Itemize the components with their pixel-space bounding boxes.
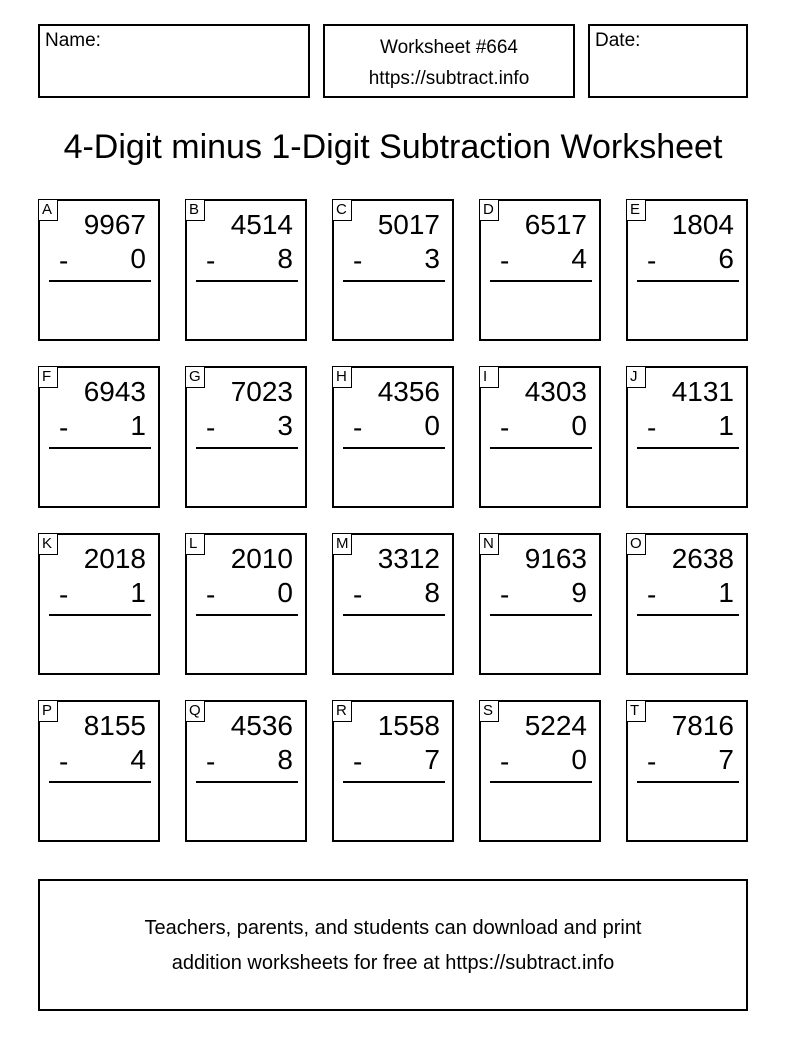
minuend: 4303 bbox=[524, 376, 587, 407]
date-label: Date: bbox=[595, 30, 641, 51]
problem-card[interactable] bbox=[332, 533, 454, 675]
subtrahend: 8 bbox=[277, 243, 293, 274]
problem-card[interactable] bbox=[38, 199, 160, 341]
answer-line bbox=[49, 614, 151, 616]
problem-letter: B bbox=[185, 199, 205, 221]
answer-line bbox=[490, 447, 592, 449]
minuend: 2018 bbox=[83, 543, 146, 574]
minuend: 9967 bbox=[83, 209, 146, 240]
problem-card[interactable] bbox=[38, 366, 160, 508]
subtrahend: 8 bbox=[424, 577, 440, 608]
problem-letter: G bbox=[185, 366, 205, 388]
minuend: 1804 bbox=[671, 209, 734, 240]
minuend: 7816 bbox=[671, 710, 734, 741]
minus-sign: - bbox=[353, 412, 363, 443]
worksheet-info-box bbox=[323, 24, 575, 98]
minus-sign: - bbox=[500, 245, 510, 276]
problem-letter: F bbox=[38, 366, 58, 388]
problem-card[interactable] bbox=[479, 366, 601, 508]
subtrahend: 4 bbox=[571, 243, 587, 274]
minuend: 2638 bbox=[671, 543, 734, 574]
name-box[interactable] bbox=[38, 24, 310, 98]
minuend: 7023 bbox=[230, 376, 293, 407]
problem-letter: C bbox=[332, 199, 352, 221]
answer-line bbox=[637, 280, 739, 282]
minus-sign: - bbox=[206, 245, 216, 276]
minuend: 8155 bbox=[83, 710, 146, 741]
subtrahend: 7 bbox=[424, 744, 440, 775]
minuend: 1558 bbox=[377, 710, 440, 741]
subtrahend: 0 bbox=[571, 410, 587, 441]
problem-card[interactable] bbox=[185, 366, 307, 508]
answer-line bbox=[49, 781, 151, 783]
minus-sign: - bbox=[59, 412, 69, 443]
name-label: Name: bbox=[45, 30, 101, 51]
subtrahend: 1 bbox=[130, 410, 146, 441]
subtrahend: 0 bbox=[571, 744, 587, 775]
answer-line bbox=[490, 614, 592, 616]
page-title: 4-Digit minus 1-Digit Subtraction Worksheet bbox=[63, 128, 723, 166]
subtrahend: 7 bbox=[718, 744, 734, 775]
minus-sign: - bbox=[647, 412, 657, 443]
answer-line bbox=[637, 614, 739, 616]
problem-card[interactable] bbox=[479, 533, 601, 675]
answer-line bbox=[490, 781, 592, 783]
answer-line bbox=[196, 614, 298, 616]
problem-letter: A bbox=[38, 199, 58, 221]
answer-line bbox=[49, 447, 151, 449]
minuend: 6517 bbox=[524, 209, 587, 240]
subtrahend: 1 bbox=[718, 577, 734, 608]
minus-sign: - bbox=[647, 579, 657, 610]
subtrahend: 8 bbox=[277, 744, 293, 775]
answer-line bbox=[196, 280, 298, 282]
subtrahend: 3 bbox=[424, 243, 440, 274]
worksheet-number: Worksheet #664 bbox=[379, 37, 518, 58]
minuend: 3312 bbox=[377, 543, 440, 574]
problem-letter: H bbox=[332, 366, 352, 388]
answer-line bbox=[343, 280, 445, 282]
minuend: 4356 bbox=[377, 376, 440, 407]
problem-letter: D bbox=[479, 199, 499, 221]
minus-sign: - bbox=[647, 245, 657, 276]
minus-sign: - bbox=[206, 579, 216, 610]
problem-letter: N bbox=[479, 533, 499, 555]
problem-card[interactable] bbox=[626, 199, 748, 341]
minuend: 5017 bbox=[377, 209, 440, 240]
minus-sign: - bbox=[206, 746, 216, 777]
problem-letter: O bbox=[626, 533, 646, 555]
minus-sign: - bbox=[59, 579, 69, 610]
problem-letter: M bbox=[332, 533, 352, 555]
problem-letter: E bbox=[626, 199, 646, 221]
problem-card[interactable] bbox=[185, 199, 307, 341]
answer-line bbox=[343, 447, 445, 449]
minuend: 5224 bbox=[524, 710, 587, 741]
problem-card[interactable] bbox=[626, 700, 748, 842]
problem-letter: S bbox=[479, 700, 499, 722]
minus-sign: - bbox=[500, 746, 510, 777]
problem-card[interactable] bbox=[479, 700, 601, 842]
problem-card[interactable] bbox=[185, 700, 307, 842]
problem-card[interactable] bbox=[626, 533, 748, 675]
answer-line bbox=[637, 447, 739, 449]
minuend: 2010 bbox=[230, 543, 293, 574]
problem-card[interactable] bbox=[185, 533, 307, 675]
problem-letter: J bbox=[626, 366, 646, 388]
minuend: 4536 bbox=[230, 710, 293, 741]
problem-card[interactable] bbox=[626, 366, 748, 508]
problem-card[interactable] bbox=[38, 533, 160, 675]
minuend: 4514 bbox=[230, 209, 293, 240]
subtrahend: 3 bbox=[277, 410, 293, 441]
worksheet-url[interactable]: https://subtract.info bbox=[368, 68, 530, 89]
minus-sign: - bbox=[353, 245, 363, 276]
problem-letter: R bbox=[332, 700, 352, 722]
minus-sign: - bbox=[353, 746, 363, 777]
answer-line bbox=[196, 781, 298, 783]
minuend: 4131 bbox=[671, 376, 734, 407]
problem-card[interactable] bbox=[332, 199, 454, 341]
footer-line-1: Teachers, parents, and students can download and print bbox=[144, 917, 642, 939]
answer-line bbox=[490, 280, 592, 282]
subtrahend: 0 bbox=[130, 243, 146, 274]
subtrahend: 9 bbox=[571, 577, 587, 608]
minus-sign: - bbox=[353, 579, 363, 610]
subtrahend: 1 bbox=[718, 410, 734, 441]
footer-line-2: addition worksheets for free at https://subtract.info bbox=[171, 952, 615, 974]
answer-line bbox=[343, 781, 445, 783]
answer-line bbox=[343, 614, 445, 616]
minuend: 9163 bbox=[524, 543, 587, 574]
problem-letter: L bbox=[185, 533, 205, 555]
subtrahend: 6 bbox=[718, 243, 734, 274]
answer-line bbox=[49, 280, 151, 282]
subtrahend: 0 bbox=[277, 577, 293, 608]
answer-line bbox=[637, 781, 739, 783]
minus-sign: - bbox=[500, 412, 510, 443]
minus-sign: - bbox=[647, 746, 657, 777]
minus-sign: - bbox=[206, 412, 216, 443]
minuend: 6943 bbox=[83, 376, 146, 407]
date-box[interactable] bbox=[588, 24, 748, 98]
minus-sign: - bbox=[59, 746, 69, 777]
problem-card[interactable] bbox=[332, 700, 454, 842]
minus-sign: - bbox=[59, 245, 69, 276]
subtrahend: 0 bbox=[424, 410, 440, 441]
problem-letter: Q bbox=[185, 700, 205, 722]
answer-line bbox=[196, 447, 298, 449]
problem-letter: K bbox=[38, 533, 58, 555]
minus-sign: - bbox=[500, 579, 510, 610]
problem-letter: P bbox=[38, 700, 58, 722]
problem-letter: T bbox=[626, 700, 646, 722]
subtrahend: 1 bbox=[130, 577, 146, 608]
problem-card[interactable] bbox=[479, 199, 601, 341]
subtrahend: 4 bbox=[130, 744, 146, 775]
footer-box bbox=[38, 879, 748, 1011]
problem-card[interactable] bbox=[332, 366, 454, 508]
problem-card[interactable] bbox=[38, 700, 160, 842]
problem-letter: I bbox=[479, 366, 499, 388]
